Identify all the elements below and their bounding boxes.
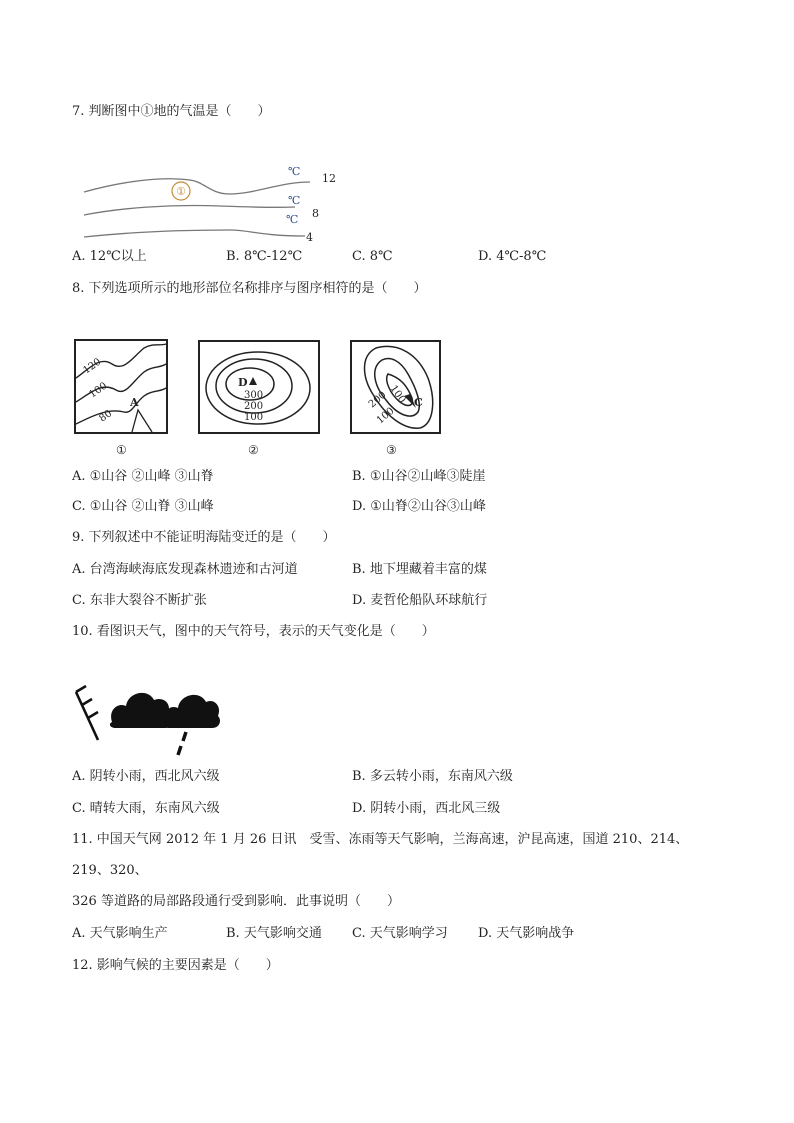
q10-weather-symbols xyxy=(72,680,222,760)
q9-option-b[interactable]: B. 地下埋藏着丰富的煤 xyxy=(352,562,487,577)
q11-stem-line1: 11. 中国天气网 2012 年 1 月 26 日讯 受雪、冻雨等天气影响，兰海高速，沪昆高速，国道 210、214、 xyxy=(72,832,689,847)
svg-text:4: 4 xyxy=(306,231,313,244)
svg-text:℃: ℃ xyxy=(286,213,299,226)
svg-text:℃: ℃ xyxy=(288,165,301,178)
q8-option-a[interactable]: A. ①山谷 ②山峰 ③山脊 xyxy=(72,469,214,484)
q8-map3-caption: ③ xyxy=(386,443,397,457)
q7-option-a[interactable]: A. 12℃以上 xyxy=(72,249,147,264)
q8-contour-figure xyxy=(72,338,452,460)
q10-option-b[interactable]: B. 多云转小雨，东南风六级 xyxy=(352,769,513,784)
q10-option-a[interactable]: A. 阴转小雨，西北风六级 xyxy=(72,769,220,784)
svg-text:12: 12 xyxy=(322,172,336,185)
q8-stem: 8. 下列选项所示的地形部位名称排序与图序相符的是（ ） xyxy=(72,281,427,296)
q11-option-b[interactable]: B. 天气影响交通 xyxy=(226,926,322,941)
q9-option-c[interactable]: C. 东非大裂谷不断扩张 xyxy=(72,593,207,608)
svg-text:300: 300 xyxy=(244,390,264,401)
q7-option-d[interactable]: D. 4℃-8℃ xyxy=(478,249,547,264)
svg-text:100: 100 xyxy=(387,383,408,406)
svg-text:8: 8 xyxy=(312,207,319,220)
svg-text:C: C xyxy=(414,396,423,409)
svg-text:100: 100 xyxy=(374,405,397,427)
q12-stem: 12. 影响气候的主要因素是（ ） xyxy=(72,958,279,973)
overcast-cloud-icon xyxy=(110,693,173,728)
q7-option-b[interactable]: B. 8℃-12℃ xyxy=(226,249,303,264)
svg-text:100: 100 xyxy=(87,380,110,401)
svg-text:120: 120 xyxy=(81,356,104,377)
q11-option-c[interactable]: C. 天气影响学习 xyxy=(352,926,448,941)
q8-map2-caption: ② xyxy=(248,443,259,457)
q11-stem-line3: 326 等道路的局部路段通行受到影响．此事说明（ ） xyxy=(72,894,400,909)
svg-text:A: A xyxy=(130,396,139,409)
svg-text:200: 200 xyxy=(244,401,264,412)
q8-option-b[interactable]: B. ①山谷②山峰③陡崖 xyxy=(352,469,486,484)
q11-option-d[interactable]: D. 天气影响战争 xyxy=(478,926,575,941)
svg-text:80: 80 xyxy=(97,408,115,425)
svg-text:①: ① xyxy=(176,185,186,198)
q7-option-c[interactable]: C. 8℃ xyxy=(352,249,393,264)
q8-option-c[interactable]: C. ①山谷 ②山脊 ③山峰 xyxy=(72,499,214,514)
q9-option-a[interactable]: A. 台湾海峡海底发现森林遗迹和古河道 xyxy=(72,562,298,577)
q9-option-d[interactable]: D. 麦哲伦船队环球航行 xyxy=(352,593,488,608)
wind-barb-icon xyxy=(76,686,98,740)
q7-isotherm-figure xyxy=(80,160,360,245)
q10-stem: 10. 看图识天气，图中的天气符号，表示的天气变化是（ ） xyxy=(72,624,435,639)
q7-stem: 7. 判断图中①地的气温是（ ） xyxy=(72,104,271,119)
q8-map1-caption: ① xyxy=(116,443,127,457)
light-rain-cloud-icon xyxy=(164,695,220,755)
q10-option-c[interactable]: C. 晴转大雨，东南风六级 xyxy=(72,801,220,816)
q11-option-a[interactable]: A. 天气影响生产 xyxy=(72,926,168,941)
svg-text:D: D xyxy=(238,376,248,389)
q10-option-d[interactable]: D. 阴转小雨，西北风三级 xyxy=(352,801,501,816)
svg-text:℃: ℃ xyxy=(288,194,301,207)
svg-text:100: 100 xyxy=(244,412,264,423)
q11-stem-line2: 219、320、 xyxy=(72,863,148,878)
q9-stem: 9. 下列叙述中不能证明海陆变迁的是（ ） xyxy=(72,530,336,545)
svg-text:200: 200 xyxy=(366,389,389,411)
q8-option-d[interactable]: D. ①山脊②山谷③山峰 xyxy=(352,499,486,514)
